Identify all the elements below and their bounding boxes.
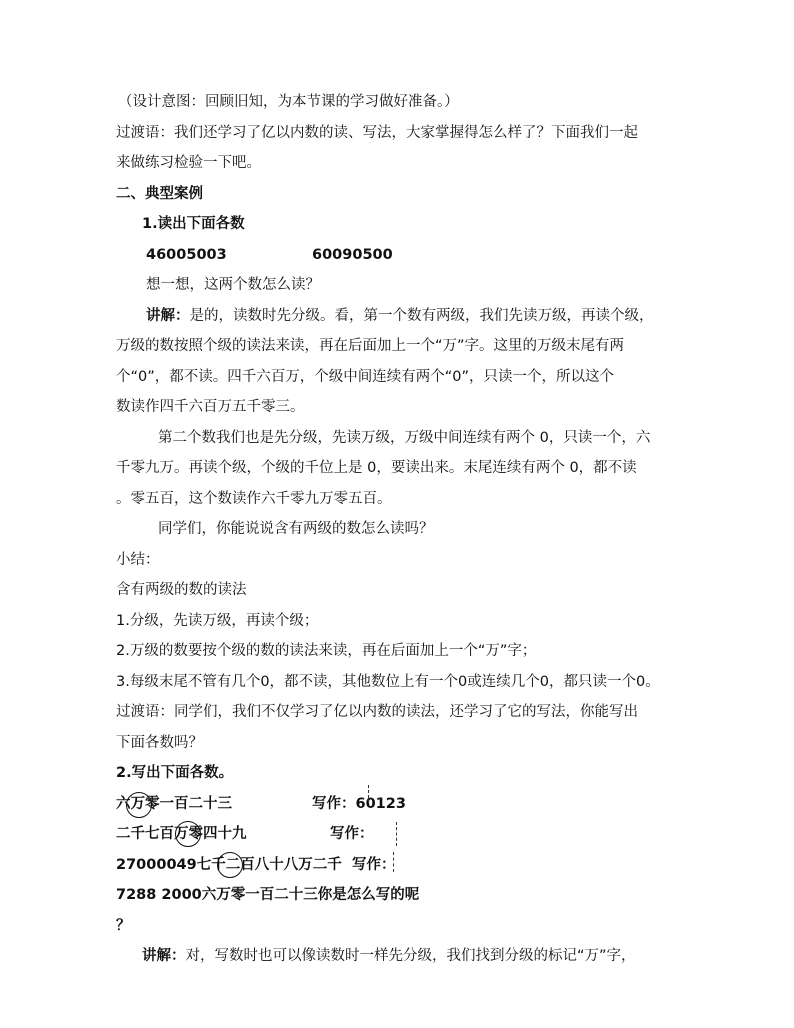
answer-tick [368, 785, 369, 803]
circle-mark [126, 792, 152, 818]
circle-mark [175, 821, 201, 847]
transition-text-2: 过渡语：同学们，我们不仅学习了亿以内数的读法，还学习了它的写法，你能写出 [116, 704, 638, 720]
write-answer-3: 写作： [352, 857, 396, 873]
summary-rule-3: 3.每级末尾不管有几个0，都不读，其他数位上有一个0或连续几个0，都只读一个0。 [116, 674, 660, 690]
design-intent-note: （设计意图：回顾旧知，为本节课的学习做好准备。） [118, 94, 459, 110]
circle-mark [217, 852, 243, 878]
number-1: 46005003 [146, 247, 227, 263]
explanation-2-line-3: 。零五百，这个数读作六千零九万零五百。 [116, 491, 392, 507]
exercise-1-heading: 1.读出下面各数 [142, 216, 245, 232]
write-item-4-cont: ？ [116, 918, 131, 934]
explanation-1-line-2: 万级的数按照个级的读法来读，再在后面加上一个“万”字。这里的万级末尾有两 [116, 338, 625, 354]
write-item-4: 7288 2000六万零一百二十三你是怎么写的呢 [116, 887, 420, 903]
write-answer-1: 写作：60123 [312, 796, 406, 812]
explanation-1-line-3: 个“0”，都不读。四千六百万，个级中间连续有两个“0”，只读一个，所以这个 [116, 369, 614, 385]
number-2: 60090500 [312, 247, 393, 263]
summary-label: 小结： [116, 552, 160, 568]
explanation-label: 讲解： [142, 948, 186, 964]
explanation-1 [146, 306, 654, 326]
summary-rule-1: 1.分级，先读万级，再读个级； [116, 613, 319, 629]
write-item-3: 27000049七千二百八十八万二千 [116, 857, 342, 873]
write-item-2: 二千七百万零四十九 [116, 826, 247, 842]
section-heading-typical-cases: 二、典型案例 [116, 186, 203, 202]
transition-text-1: 过渡语：我们还学习了亿以内数的读、写法，大家掌握得怎么样了？下面我们一起 [116, 125, 638, 141]
question-two-levels: 同学们，你能说说含有两级的数怎么读吗？ [158, 521, 434, 537]
explanation-text: 对，写数时也可以像读数时一样先分级，我们找到分级的标记“万”字， [185, 948, 636, 964]
explanation-1-line-4: 数读作四千六百万五千零三。 [116, 399, 305, 415]
explanation-2-line-1: 第二个数我们也是先分级，先读万级，万级中间连续有两个 0，只读一个，六 [158, 430, 651, 446]
transition-text-1-cont: 来做练习检验一下吧。 [116, 155, 261, 171]
exercise-2-heading: 2.写出下面各数。 [116, 765, 234, 781]
think-prompt: 想一想，这两个数怎么读？ [146, 277, 320, 293]
write-answer-2: 写作： [330, 826, 374, 842]
summary-title: 含有两级的数的读法 [116, 582, 247, 598]
answer-tick [393, 852, 394, 872]
explanation-text: 是的，读数时先分级。看，第一个数有两级，我们先读万级，再读个级， [189, 308, 654, 324]
answer-tick [396, 822, 397, 846]
explanation-2-line-2: 千零九万。再读个级，个级的千位上是 0，要读出来。末尾连续有两个 0，都不读 [116, 460, 637, 476]
explanation-label: 讲解： [146, 308, 190, 324]
transition-text-2-cont: 下面各数吗？ [116, 735, 203, 751]
write-item-1: 六万零一百二十三 [116, 796, 232, 812]
summary-rule-2: 2.万级的数要按个级的数的读法来读，再在后面加上一个“万”字； [116, 643, 537, 659]
explanation-3 [142, 946, 636, 966]
